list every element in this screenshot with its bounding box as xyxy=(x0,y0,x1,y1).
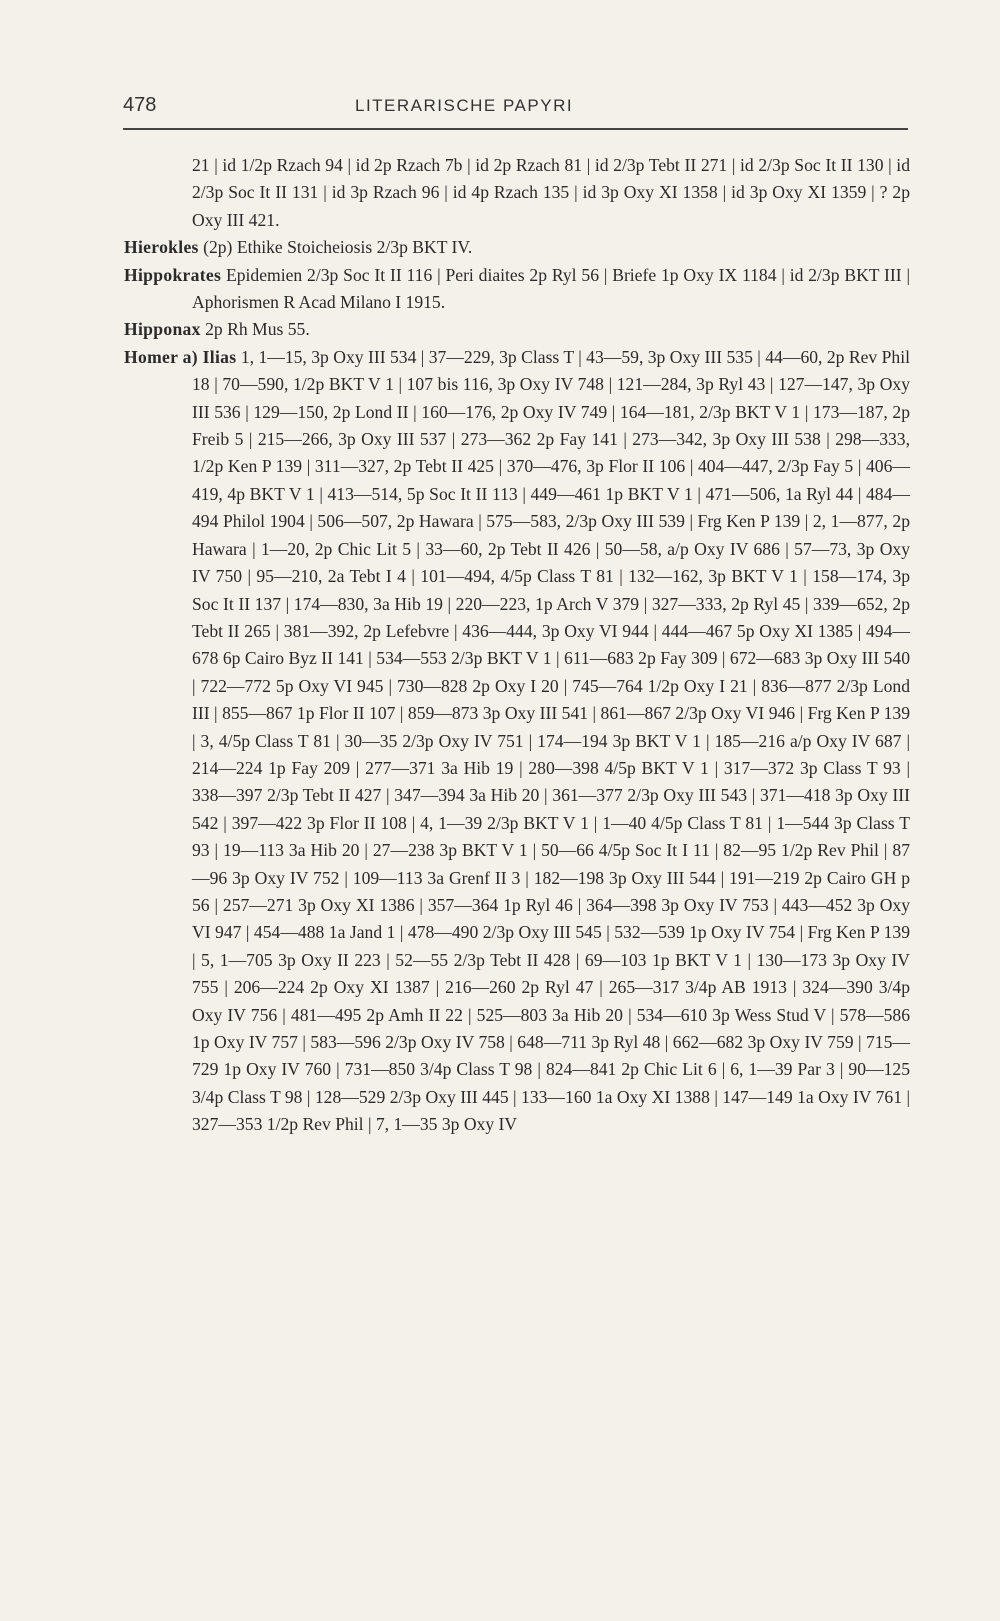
entry-text: 1, 1—15, 3p Oxy III 534 | 37—229, 3p Class T | 43—59, 3p Oxy III 535 | 44—60, 2p Rev Phil 18 | 70—590, 1/2p BKT V 1 | 107 bis 116, 3p Oxy IV 748 | 121—284, 3p Ryl 43 | 127—147, 3p Oxy III 536 | 129—150, 2p Lond II | 160—176, 2p Oxy IV 749 | 164—181, 2/3p BKT V 1 | 173—187, 2p Freib 5 | 215—266, 3p Oxy III 537 | 273—362 2p Fay 141 | 273—342, 3p Oxy III 538 | 298—333, 1/2p Ken P 139 | 311—327, 2p Tebt II 425 | 370—476, 3p Flor II 106 | 404—447, 2/3p Fay 5 | 406—419, 4p BKT V 1 | 413—514, 5p Soc It II 113 | 449—461 1p BKT V 1 | 471—506, 1a Ryl 44 | 484—494 Philol 1904 | 506—507, 2p Hawara | 575—583, 2/3p Oxy III 539 | Frg Ken P 139 | 2, 1—877, 2p Hawara | 1—20, 2p Chic Lit 5 | 33—60, 2p Tebt II 426 | 50—58, a/p Oxy IV 686 | 57—73, 3p Oxy IV 750 | 95—210, 2a Tebt I 4 | 101—494, 4/5p Class T 81 | 132—162, 3p BKT V 1 | 158—174, 3p Soc It II 137 | 174—830, 3a Hib 19 | 220—223, 1p Arch V 379 | 327—333, 2p Ryl 45 | 339—652, 2p Tebt II 265 | 381—392, 2p Lefebvre | 436—444, 3p Oxy VI 944 | 444—467 5p Oxy XI 1385 | 494—678 6p Cairo Byz II 141 | 534—553 2/3p BKT V 1 | 611—683 2p Fay 309 | 672—683 3p Oxy III 540 | 722—772 5p Oxy VI 945 | 730—828 2p Oxy I 20 | 745—764 1/2p Oxy I 21 | 836—877 2/3p Lond III | 855—867 1p Flor II 107 | 859—873 3p Oxy III 541 | 861—867 2/3p Oxy VI 946 | Frg Ken P 139 | 3, 4/5p Class T 81 | 30—35 2/3p Oxy IV 751 | 174—194 3p BKT V 1 | 185—216 a/p Oxy IV 687 | 214—224 1p Fay 209 | 277—371 3a Hib 19 | 280—398 4/5p BKT V 1 | 317—372 3p Class T 93 | 338—397 2/3p Tebt II 427 | 347—394 3a Hib 20 | 361—377 2/3p Oxy III 543 | 371—418 3p Oxy III 542 | 397—422 3p Flor II 108 | 4, 1—39 2/3p BKT V 1 | 1—40 4/5p Class T 81 | 1—544 3p Class T 93 | 19—113 3a Hib 20 | 27—238 3p BKT V 1 | 50—66 4/5p Soc It I 11 | 82—95 1/2p Rev Phil | 87—96 3p Oxy IV 752 | 109—113 3a Grenf II 3 | 182—198 3p Oxy III 544 | 191—219 2p Cairo GH p 56 | 257—271 3p Oxy XI 1386 | 357—364 1p Ryl 46 | 364—398 3p Oxy IV 753 | 443—452 3p Oxy VI 947 | 454—488 1a Jand 1 | 478—490 2/3p Oxy III 545 | 532—539 1p Oxy IV 754 | Frg Ken P 139 | 5, 1—705 3p Oxy II 223 | 52—55 2/3p Tebt II 428 | 69—103 1p BKT V 1 | 130—173 3p Oxy IV 755 | 206—224 2p Oxy XI 1387 | 216—260 2p Ryl 47 | 265—317 3/4p AB 1913 | 324—390 3/4p Oxy IV 756 | 481—495 2p Amh II 22 | 525—803 3a Hib 20 | 534—610 3p Wess Stud V | 578—586 1p Oxy IV 757 | 583—596 2/3p Oxy IV 758 | 648—711 3p Ryl 48 | 662—682 3p Oxy IV 759 | 715—729 1p Oxy IV 760 | 731—850 3/4p Class T 98 | 824—841 2p Chic Lit 6 | 6, 1—39 Par 3 | 90—125 3/4p Class T 98 | 128—529 2/3p Oxy III 445 | 133—160 1a Oxy XI 1388 | 147—149 1a Oxy IV 761 | 327—353 1/2p Rev Phil | 7, 1—35 3p Oxy IV xyxy=(192,346,910,1135)
entry-text: 2p Rh Mus 55. xyxy=(205,319,310,340)
index-entry-hipponax xyxy=(124,316,910,343)
entry-name: Hippokrates xyxy=(124,264,222,285)
entry-text: (2p) Ethike Stoicheiosis 2/3p BKT IV. xyxy=(203,237,473,258)
page-header xyxy=(123,94,908,130)
index-entry-hierokles xyxy=(124,234,910,261)
index-entry-homer xyxy=(124,344,910,1139)
index-entry-continuation xyxy=(124,152,910,234)
entry-text: 21 | id 1/2p Rzach 94 | id 2p Rzach 7b | id 2p Rzach 81 | id 2/3p Tebt II 271 | id 2/3p Soc It II 130 | id 2/3p Soc It II 131 | id 3p Rzach 96 | id 4p Rzach 135 | id 3p Oxy XI 1358 | id 3p Oxy XI 1359 | ? 2p Oxy III 421. xyxy=(192,155,910,230)
entry-text: Epidemien 2/3p Soc It II 116 | Peri diaites 2p Ryl 56 | Briefe 1p Oxy IX 1184 | id 2/3p BKT III | Aphorismen R Acad Milano I 1915. xyxy=(192,264,910,313)
index-entries xyxy=(124,152,910,1139)
entry-name: Homer a) Ilias xyxy=(124,346,237,367)
entry-name: Hierokles xyxy=(124,237,199,258)
index-entry-hippokrates xyxy=(124,262,910,317)
page-number: 478 xyxy=(123,94,157,116)
running-head: LITERARISCHE PAPYRI xyxy=(355,96,574,115)
entry-name: Hipponax xyxy=(124,319,201,340)
